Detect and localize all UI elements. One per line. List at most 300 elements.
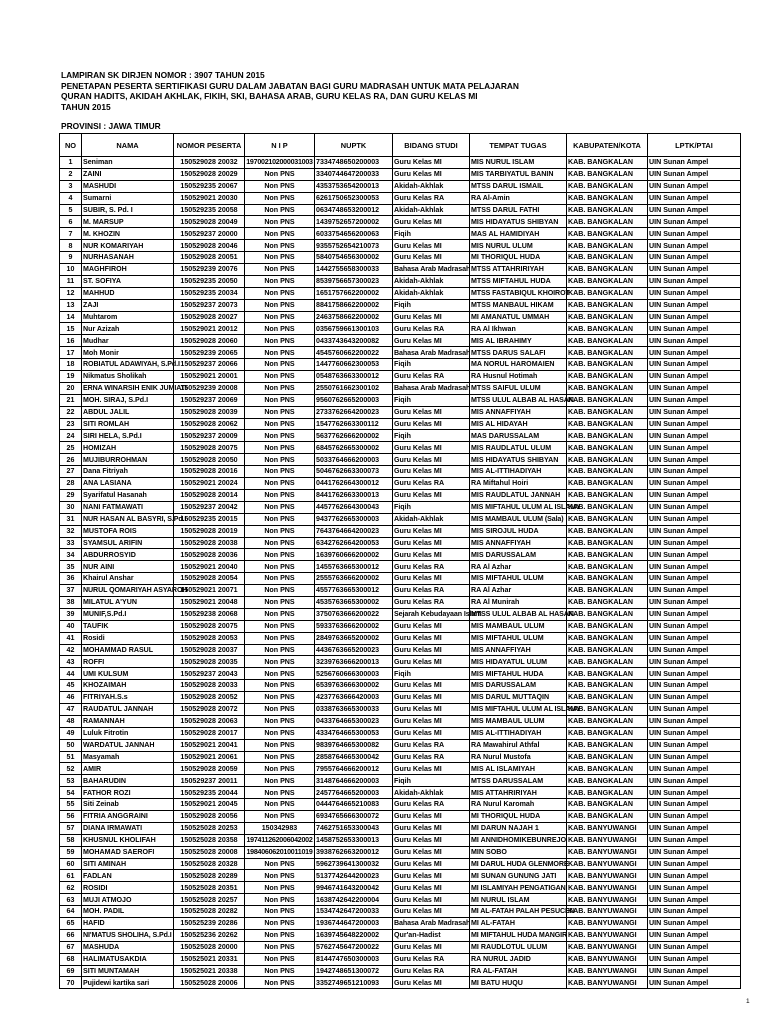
cell-nama: KHUSNUL KHOLIFAH [82, 834, 174, 846]
cell-nomor-peserta: 150525028 20351 [174, 882, 245, 894]
cell-tempat-tugas: MIS MAMBAUL ULUM (Sala) [470, 513, 567, 525]
cell-kabupaten-kota: KAB. BANGKALAN [567, 311, 648, 323]
cell-bidang-studi: Sejarah Kebudayaan Islam [393, 608, 470, 620]
cell-nuptk: 9946741643200042 [315, 882, 393, 894]
cell-bidang-studi: Fiqih [393, 299, 470, 311]
cell-nip: Non PNS [245, 763, 315, 775]
cell-bidang-studi: Guru Kelas MI [393, 680, 470, 692]
cell-nuptk: 3239763666200013 [315, 656, 393, 668]
cell-no: 32 [60, 525, 82, 537]
cell-kabupaten-kota: KAB. BANGKALAN [567, 703, 648, 715]
cell-tempat-tugas: MTSS DARUSSALAM [470, 775, 567, 787]
cell-bidang-studi: Guru Kelas MI [393, 311, 470, 323]
cell-kabupaten-kota: KAB. BANGKALAN [567, 264, 648, 276]
cell-nuptk: 0433764665300023 [315, 715, 393, 727]
cell-tempat-tugas: MIS DARUSSALAM [470, 549, 567, 561]
cell-nip: Non PNS [245, 347, 315, 359]
cell-tempat-tugas: MTSS DARUS SALAFI [470, 347, 567, 359]
cell-tempat-tugas: RA Al Azhar [470, 561, 567, 573]
cell-nuptk: 0634748653200012 [315, 204, 393, 216]
cell-nomor-peserta: 150529237 20009 [174, 430, 245, 442]
cell-kabupaten-kota: KAB. BANGKALAN [567, 656, 648, 668]
cell-no: 70 [60, 977, 82, 989]
cell-lptk-ptai: UIN Sunan Ampel [648, 359, 741, 371]
cell-nomor-peserta: 150529021 20041 [174, 739, 245, 751]
cell-kabupaten-kota: KAB. BANYUWANGI [567, 929, 648, 941]
cell-no: 17 [60, 347, 82, 359]
cell-nip: Non PNS [245, 489, 315, 501]
cell-nomor-peserta: 150529028 20054 [174, 573, 245, 585]
cell-tempat-tugas: RA Husnul Hotimah [470, 371, 567, 383]
table-row [60, 192, 741, 204]
cell-tempat-tugas: MIS HIDAYATUL ULUM [470, 656, 567, 668]
cell-kabupaten-kota: KAB. BANGKALAN [567, 418, 648, 430]
cell-bidang-studi: Qur'an-Hadist [393, 929, 470, 941]
cell-nuptk: 6033754656200063 [315, 228, 393, 240]
cell-no: 10 [60, 264, 82, 276]
cell-nama: DIANA IRMAWATI [82, 822, 174, 834]
cell-nuptk: 1639745648220002 [315, 929, 393, 941]
cell-no: 35 [60, 561, 82, 573]
cell-nama: ANA LASIANA [82, 478, 174, 490]
cell-no: 24 [60, 430, 82, 442]
cell-bidang-studi: Guru Kelas MI [393, 573, 470, 585]
cell-nama: Nikmatus Sholikah [82, 371, 174, 383]
cell-tempat-tugas: MI DARUL HUDA GLENMORE [470, 858, 567, 870]
table-row [60, 299, 741, 311]
cell-nip: Non PNS [245, 680, 315, 692]
cell-nuptk: 2550761662300102 [315, 382, 393, 394]
cell-nip: Non PNS [245, 953, 315, 965]
cell-no: 13 [60, 299, 82, 311]
table-row [60, 204, 741, 216]
cell-no: 5 [60, 204, 82, 216]
cell-nama: MASHUDA [82, 941, 174, 953]
cell-nama: HALIMATUSAKDIA [82, 953, 174, 965]
cell-nip: Non PNS [245, 692, 315, 704]
cell-bidang-studi: Bahasa Arab Madrasah [393, 347, 470, 359]
cell-no: 54 [60, 787, 82, 799]
cell-nomor-peserta: 150529028 20039 [174, 406, 245, 418]
cell-nuptk: 0338763665300033 [315, 703, 393, 715]
cell-no: 33 [60, 537, 82, 549]
cell-bidang-studi: Guru Kelas MI [393, 822, 470, 834]
cell-bidang-studi: Fiqih [393, 228, 470, 240]
table-row [60, 371, 741, 383]
cell-kabupaten-kota: KAB. BANGKALAN [567, 347, 648, 359]
cell-no: 57 [60, 822, 82, 834]
cell-bidang-studi: Guru Kelas MI [393, 870, 470, 882]
cell-nuptk: 2463758662200002 [315, 311, 393, 323]
cell-tempat-tugas: MAS AL HAMIDIYAH [470, 228, 567, 240]
cell-nomor-peserta: 150529237 20069 [174, 394, 245, 406]
cell-no: 19 [60, 371, 82, 383]
cell-nama: NUR AINI [82, 561, 174, 573]
cell-bidang-studi: Guru Kelas MI [393, 810, 470, 822]
cell-nomor-peserta: 150529028 20032 [174, 157, 245, 169]
cell-nip: Non PNS [245, 703, 315, 715]
cell-lptk-ptai: UIN Sunan Ampel [648, 858, 741, 870]
cell-tempat-tugas: MTSS FASTABIQUL KHOIROT [470, 287, 567, 299]
cell-nomor-peserta: 150529028 20038 [174, 537, 245, 549]
cell-nama: Pujidewi kartika sari [82, 977, 174, 989]
cell-nuptk: 7955764666200012 [315, 763, 393, 775]
cell-lptk-ptai: UIN Sunan Ampel [648, 751, 741, 763]
cell-nama: FITRIYAH.S.s [82, 692, 174, 704]
cell-lptk-ptai: UIN Sunan Ampel [648, 620, 741, 632]
cell-no: 9 [60, 252, 82, 264]
cell-nip: Non PNS [245, 180, 315, 192]
cell-kabupaten-kota: KAB. BANGKALAN [567, 573, 648, 585]
cell-bidang-studi: Guru Kelas RA [393, 585, 470, 597]
cell-bidang-studi: Guru Kelas MI [393, 727, 470, 739]
cell-nomor-peserta: 150529238 20068 [174, 608, 245, 620]
table-row [60, 382, 741, 394]
cell-lptk-ptai: UIN Sunan Ampel [648, 775, 741, 787]
cell-nip: Non PNS [245, 858, 315, 870]
header-line-year: TAHUN 2015 [61, 102, 111, 113]
cell-lptk-ptai: UIN Sunan Ampel [648, 894, 741, 906]
cell-tempat-tugas: MI THORIQUL HUDA [470, 252, 567, 264]
cell-nuptk: 4334764665300053 [315, 727, 393, 739]
cell-nuptk: 8441762663300013 [315, 489, 393, 501]
cell-nuptk: 3352749651210093 [315, 977, 393, 989]
cell-tempat-tugas: MIS NURUL ULUM [470, 240, 567, 252]
cell-bidang-studi: Guru Kelas MI [393, 216, 470, 228]
cell-bidang-studi: Guru Kelas MI [393, 466, 470, 478]
cell-nomor-peserta: 150529021 20012 [174, 323, 245, 335]
table-row [60, 739, 741, 751]
cell-lptk-ptai: UIN Sunan Ampel [648, 240, 741, 252]
cell-bidang-studi: Guru Kelas RA [393, 965, 470, 977]
column-header-no: NO [60, 134, 82, 157]
cell-no: 30 [60, 501, 82, 513]
cell-nuptk: 1639760666200002 [315, 549, 393, 561]
cell-lptk-ptai: UIN Sunan Ampel [648, 454, 741, 466]
cell-nomor-peserta: 150529028 20037 [174, 644, 245, 656]
cell-lptk-ptai: UIN Sunan Ampel [648, 549, 741, 561]
cell-bidang-studi: Guru Kelas MI [393, 858, 470, 870]
cell-lptk-ptai: UIN Sunan Ampel [648, 264, 741, 276]
cell-tempat-tugas: MI MIFTAHUL HUDA MANGIR [470, 929, 567, 941]
cell-nip: Non PNS [245, 608, 315, 620]
cell-lptk-ptai: UIN Sunan Ampel [648, 180, 741, 192]
cell-nuptk: 4535763665300002 [315, 596, 393, 608]
cell-bidang-studi: Fiqih [393, 668, 470, 680]
cell-nomor-peserta: 150525028 20289 [174, 870, 245, 882]
cell-nama: Muhtarom [82, 311, 174, 323]
cell-nama: Luluk Fitrotin [82, 727, 174, 739]
cell-nomor-peserta: 150529021 20071 [174, 585, 245, 597]
cell-nip: Non PNS [245, 549, 315, 561]
table-header-row [60, 134, 741, 157]
cell-lptk-ptai: UIN Sunan Ampel [648, 668, 741, 680]
cell-nama: Khairul Anshar [82, 573, 174, 585]
cell-nama: FADLAN [82, 870, 174, 882]
cell-nip: Non PNS [245, 204, 315, 216]
cell-nomor-peserta: 150529235 20044 [174, 787, 245, 799]
cell-nuptk: 5256760666300003 [315, 668, 393, 680]
cell-nomor-peserta: 150529028 20075 [174, 442, 245, 454]
cell-no: 44 [60, 668, 82, 680]
cell-nip: Non PNS [245, 941, 315, 953]
cell-kabupaten-kota: KAB. BANYUWANGI [567, 882, 648, 894]
cell-nama: Rosidi [82, 632, 174, 644]
cell-lptk-ptai: UIN Sunan Ampel [648, 644, 741, 656]
cell-no: 67 [60, 941, 82, 953]
cell-tempat-tugas: MTSS SAIFUL ULUM [470, 382, 567, 394]
cell-tempat-tugas: MI ISLAMIYAH PENGATIGAN [470, 882, 567, 894]
cell-no: 46 [60, 692, 82, 704]
cell-nomor-peserta: 150529239 20008 [174, 382, 245, 394]
table-row [60, 537, 741, 549]
cell-tempat-tugas: MIS AL-ITTIHADIYAH [470, 727, 567, 739]
cell-lptk-ptai: UIN Sunan Ampel [648, 501, 741, 513]
table-row [60, 228, 741, 240]
cell-nomor-peserta: 150529028 20016 [174, 466, 245, 478]
cell-nama: M. KHOZIN [82, 228, 174, 240]
table-row [60, 703, 741, 715]
cell-bidang-studi: Bahasa Arab Madrasah [393, 264, 470, 276]
cell-nama: TAUFIK [82, 620, 174, 632]
cell-lptk-ptai: UIN Sunan Ampel [648, 216, 741, 228]
cell-bidang-studi: Fiqih [393, 501, 470, 513]
cell-nuptk: 0356759661300103 [315, 323, 393, 335]
cell-nomor-peserta: 150525028 20257 [174, 894, 245, 906]
cell-bidang-studi: Guru Kelas MI [393, 525, 470, 537]
cell-tempat-tugas: MIS RAUDLATUL ULUM [470, 442, 567, 454]
cell-lptk-ptai: UIN Sunan Ampel [648, 763, 741, 775]
cell-nama: MOH. SIRAJ, S.Pd.I [82, 394, 174, 406]
cell-tempat-tugas: MI ANNIDHOMIKEBUNREJO [470, 834, 567, 846]
cell-bidang-studi: Guru Kelas RA [393, 561, 470, 573]
table-row [60, 596, 741, 608]
cell-no: 21 [60, 394, 82, 406]
cell-tempat-tugas: MTSS DARUL ISMAIL [470, 180, 567, 192]
cell-nuptk: 3750763666200022 [315, 608, 393, 620]
cell-tempat-tugas: MI DARUN NAJAH 1 [470, 822, 567, 834]
cell-nip: Non PNS [245, 192, 315, 204]
cell-lptk-ptai: UIN Sunan Ampel [648, 656, 741, 668]
cell-kabupaten-kota: KAB. BANGKALAN [567, 228, 648, 240]
cell-nuptk: 5033764666200003 [315, 454, 393, 466]
cell-tempat-tugas: MI AMANATUL UMMAH [470, 311, 567, 323]
cell-kabupaten-kota: KAB. BANYUWANGI [567, 965, 648, 977]
cell-kabupaten-kota: KAB. BANGKALAN [567, 810, 648, 822]
cell-no: 36 [60, 573, 82, 585]
cell-kabupaten-kota: KAB. BANGKALAN [567, 608, 648, 620]
cell-nomor-peserta: 150529028 20063 [174, 715, 245, 727]
table-row [60, 252, 741, 264]
cell-no: 55 [60, 799, 82, 811]
cell-kabupaten-kota: KAB. BANGKALAN [567, 371, 648, 383]
cell-nomor-peserta: 150529028 20014 [174, 489, 245, 501]
cell-nama: Seniman [82, 157, 174, 169]
cell-no: 59 [60, 846, 82, 858]
cell-kabupaten-kota: KAB. BANGKALAN [567, 585, 648, 597]
cell-kabupaten-kota: KAB. BANGKALAN [567, 168, 648, 180]
cell-tempat-tugas: MIS MAMBAUL ULUM [470, 715, 567, 727]
table-row [60, 692, 741, 704]
cell-nip: Non PNS [245, 430, 315, 442]
cell-nomor-peserta: 150529235 20050 [174, 275, 245, 287]
cell-nomor-peserta: 150529237 20011 [174, 775, 245, 787]
cell-kabupaten-kota: KAB. BANGKALAN [567, 406, 648, 418]
cell-tempat-tugas: MIS AL-ITTIHADIYAH [470, 466, 567, 478]
cell-lptk-ptai: UIN Sunan Ampel [648, 394, 741, 406]
cell-nomor-peserta: 150529237 20043 [174, 668, 245, 680]
cell-kabupaten-kota: KAB. BANGKALAN [567, 454, 648, 466]
cell-bidang-studi: Guru Kelas MI [393, 763, 470, 775]
cell-nama: Siti Zeinab [82, 799, 174, 811]
cell-nama: SITI ROMLAH [82, 418, 174, 430]
cell-nama: ZAJI [82, 299, 174, 311]
cell-kabupaten-kota: KAB. BANGKALAN [567, 692, 648, 704]
table-row [60, 810, 741, 822]
cell-bidang-studi: Guru Kelas MI [393, 418, 470, 430]
cell-nama: NANI FATMAWATI [82, 501, 174, 513]
cell-nomor-peserta: 150525028 20006 [174, 977, 245, 989]
cell-kabupaten-kota: KAB. BANGKALAN [567, 632, 648, 644]
cell-bidang-studi: Guru Kelas RA [393, 751, 470, 763]
cell-nama: NURHASANAH [82, 252, 174, 264]
table-row [60, 466, 741, 478]
table-row [60, 513, 741, 525]
table-row [60, 549, 741, 561]
cell-nip: Non PNS [245, 442, 315, 454]
cell-nomor-peserta: 150529239 20065 [174, 347, 245, 359]
cell-nuptk: 4457762664300043 [315, 501, 393, 513]
cell-tempat-tugas: MI BATU HUQU [470, 977, 567, 989]
table-row [60, 478, 741, 490]
cell-tempat-tugas: MIS RAUDLATUL JANNAH [470, 489, 567, 501]
table-row [60, 418, 741, 430]
cell-lptk-ptai: UIN Sunan Ampel [648, 585, 741, 597]
cell-bidang-studi: Guru Kelas MI [393, 692, 470, 704]
cell-nomor-peserta: 150525028 20000 [174, 941, 245, 953]
cell-bidang-studi: Guru Kelas MI [393, 882, 470, 894]
cell-nama: MOH. PADIL [82, 906, 174, 918]
cell-nip: Non PNS [245, 478, 315, 490]
cell-nama: MOHAMAD SAEROFI [82, 846, 174, 858]
table-row [60, 787, 741, 799]
cell-lptk-ptai: UIN Sunan Ampel [648, 739, 741, 751]
cell-nuptk: 9355752654210073 [315, 240, 393, 252]
cell-no: 51 [60, 751, 82, 763]
cell-tempat-tugas: MIS NURUL ISLAM [470, 157, 567, 169]
cell-tempat-tugas: MAS DARUSSALAM [470, 430, 567, 442]
cell-nama: ROFFI [82, 656, 174, 668]
cell-nuptk: 5762745647200022 [315, 941, 393, 953]
cell-kabupaten-kota: KAB. BANGKALAN [567, 549, 648, 561]
cell-lptk-ptai: UIN Sunan Ampel [648, 680, 741, 692]
cell-nip: Non PNS [245, 977, 315, 989]
cell-no: 47 [60, 703, 82, 715]
cell-lptk-ptai: UIN Sunan Ampel [648, 275, 741, 287]
cell-bidang-studi: Guru Kelas MI [393, 703, 470, 715]
table-row [60, 870, 741, 882]
cell-bidang-studi: Guru Kelas MI [393, 442, 470, 454]
cell-bidang-studi: Guru Kelas MI [393, 168, 470, 180]
cell-nama: Nur Azizah [82, 323, 174, 335]
cell-bidang-studi: Guru Kelas RA [393, 478, 470, 490]
cell-bidang-studi: Guru Kelas MI [393, 941, 470, 953]
cell-nip: Non PNS [245, 787, 315, 799]
cell-nip: Non PNS [245, 656, 315, 668]
cell-nip: Non PNS [245, 799, 315, 811]
cell-bidang-studi: Guru Kelas MI [393, 977, 470, 989]
cell-nama: ABDURROSYID [82, 549, 174, 561]
cell-nip: Non PNS [245, 228, 315, 240]
cell-tempat-tugas: RA Al-Amin [470, 192, 567, 204]
cell-nuptk: 6845762665300002 [315, 442, 393, 454]
cell-tempat-tugas: MIS ATTAHRIRIYAH [470, 787, 567, 799]
cell-lptk-ptai: UIN Sunan Ampel [648, 513, 741, 525]
cell-nama: MUJI ATMOJO [82, 894, 174, 906]
cell-lptk-ptai: UIN Sunan Ampel [648, 489, 741, 501]
table-row [60, 501, 741, 513]
cell-nuptk: 2858764665300042 [315, 751, 393, 763]
cell-nip: Non PNS [245, 810, 315, 822]
cell-lptk-ptai: UIN Sunan Ampel [648, 977, 741, 989]
cell-no: 12 [60, 287, 82, 299]
cell-bidang-studi: Guru Kelas RA [393, 323, 470, 335]
cell-nomor-peserta: 150529239 20076 [174, 264, 245, 276]
cell-lptk-ptai: UIN Sunan Ampel [648, 799, 741, 811]
cell-no: 6 [60, 216, 82, 228]
cell-nama: Syarifatul Hasanah [82, 489, 174, 501]
cell-nomor-peserta: 150529028 20033 [174, 680, 245, 692]
column-header-nama: NAMA [82, 134, 174, 157]
cell-tempat-tugas: MI RAUDLOTUL ULUM [470, 941, 567, 953]
cell-nama: NUR HASAN AL BASYRI, S.Pd.I [82, 513, 174, 525]
cell-kabupaten-kota: KAB. BANGKALAN [567, 204, 648, 216]
cell-no: 50 [60, 739, 82, 751]
cell-tempat-tugas: MTSS DARUL FATHI [470, 204, 567, 216]
cell-tempat-tugas: MA NORUL HAROMAIEN [470, 359, 567, 371]
cell-lptk-ptai: UIN Sunan Ampel [648, 287, 741, 299]
cell-nuptk: 1447760662300053 [315, 359, 393, 371]
cell-kabupaten-kota: KAB. BANGKALAN [567, 180, 648, 192]
cell-kabupaten-kota: KAB. BANGKALAN [567, 739, 648, 751]
cell-kabupaten-kota: KAB. BANGKALAN [567, 323, 648, 335]
cell-lptk-ptai: UIN Sunan Ampel [648, 157, 741, 169]
cell-no: 34 [60, 549, 82, 561]
cell-bidang-studi: Guru Kelas MI [393, 406, 470, 418]
table-row [60, 882, 741, 894]
cell-nomor-peserta: 150529237 20066 [174, 359, 245, 371]
cell-nuptk: 4353753654200013 [315, 180, 393, 192]
cell-bidang-studi: Guru Kelas MI [393, 715, 470, 727]
cell-no: 41 [60, 632, 82, 644]
table-row [60, 632, 741, 644]
cell-bidang-studi: Bahasa Arab Madrasah [393, 918, 470, 930]
table-row [60, 180, 741, 192]
cell-no: 11 [60, 275, 82, 287]
cell-kabupaten-kota: KAB. BANGKALAN [567, 489, 648, 501]
cell-bidang-studi: Akidah-Akhlak [393, 275, 470, 287]
cell-no: 14 [60, 311, 82, 323]
cell-bidang-studi: Guru Kelas RA [393, 739, 470, 751]
cell-nomor-peserta: 150525028 20358 [174, 834, 245, 846]
cell-bidang-studi: Guru Kelas MI [393, 489, 470, 501]
table-row [60, 822, 741, 834]
cell-nomor-peserta: 150529028 20049 [174, 216, 245, 228]
cell-nomor-peserta: 150529028 20062 [174, 418, 245, 430]
table-row [60, 929, 741, 941]
cell-bidang-studi: Guru Kelas MI [393, 620, 470, 632]
cell-kabupaten-kota: KAB. BANGKALAN [567, 192, 648, 204]
